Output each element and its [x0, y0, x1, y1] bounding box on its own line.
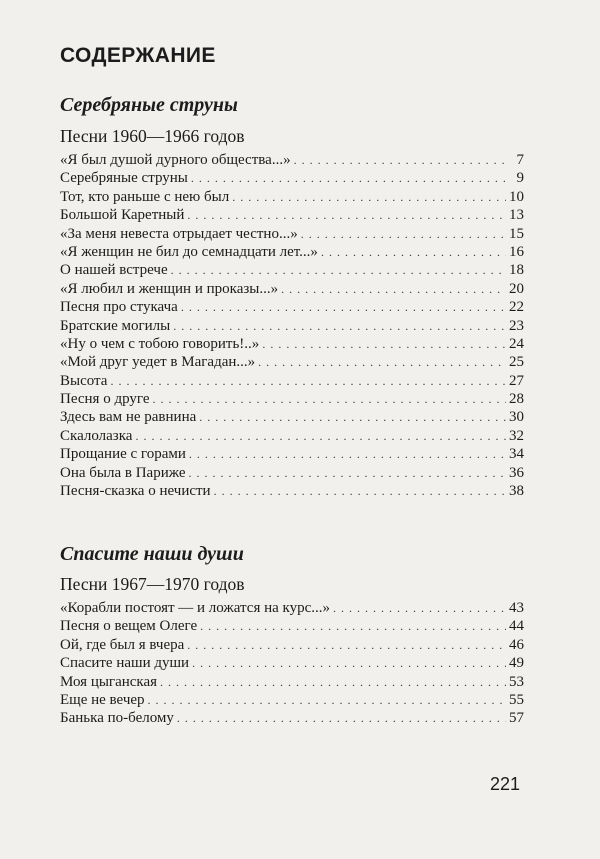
- toc-entry: [60, 482, 524, 500]
- toc-dot-leader: [301, 225, 506, 243]
- page-title: СОДЕРЖАНИЕ: [60, 44, 216, 67]
- toc-dot-leader: [135, 427, 506, 445]
- toc-dot-leader: [281, 280, 506, 298]
- toc-entry-page: 20: [509, 280, 524, 297]
- toc-entry-page: 16: [509, 243, 524, 260]
- toc-entry: [60, 464, 524, 482]
- toc-entry-page: 44: [509, 618, 524, 635]
- toc-entry-page: 55: [509, 691, 524, 708]
- toc-entry: [60, 206, 524, 224]
- toc-entry: [60, 408, 524, 426]
- toc-dot-leader: [258, 353, 506, 371]
- toc-dot-leader: [177, 709, 506, 727]
- toc-list-2: [60, 599, 524, 728]
- toc-entry-page: 7: [516, 152, 524, 168]
- toc-entry: [60, 599, 524, 617]
- toc-dot-leader: [187, 636, 506, 654]
- toc-entry-page: 49: [509, 655, 524, 672]
- toc-entry-page: 28: [509, 391, 524, 408]
- toc-entry-title: «Я женщин не бил до семнадцати лет...»: [60, 243, 318, 260]
- toc-entry-title: Песня про стукача: [60, 299, 178, 316]
- toc-dot-leader: [187, 206, 506, 224]
- toc-entry-page: 46: [509, 636, 524, 653]
- toc-dot-leader: [189, 445, 506, 463]
- section-title-1: Серебряные струны: [60, 94, 238, 116]
- toc-entry-title: Песня о вещем Олеге: [60, 618, 198, 635]
- toc-entry-page: 24: [509, 335, 524, 352]
- toc-dot-leader: [214, 482, 506, 500]
- toc-entry-page: 15: [509, 225, 524, 242]
- toc-dot-leader: [160, 673, 506, 691]
- toc-entry: [60, 188, 524, 206]
- toc-entry-title: Высота: [60, 372, 108, 389]
- toc-entry-title: Тот, кто раньше с нею был: [60, 188, 230, 205]
- toc-dot-leader: [189, 464, 506, 482]
- toc-entry: [60, 353, 524, 371]
- toc-entry: [60, 225, 524, 243]
- toc-entry: [60, 151, 524, 169]
- section-title-2: Спасите наши души: [60, 543, 244, 565]
- toc-entry-title: Скалолазка: [60, 427, 133, 444]
- toc-entry-title: «Мой друг уедет в Магадан...»: [60, 354, 256, 371]
- toc-dot-leader: [191, 169, 507, 187]
- toc-entry: [60, 372, 524, 390]
- toc-entry: [60, 427, 524, 445]
- toc-dot-leader: [333, 599, 506, 617]
- page-number: 221: [490, 774, 521, 794]
- toc-entry: [60, 654, 524, 672]
- toc-entry-title: Братские могилы: [60, 317, 171, 334]
- toc-entry-title: Спасите наши души: [60, 655, 190, 672]
- toc-list-1: [60, 151, 524, 500]
- toc-entry-title: «Ну о чем с тобою говорить!..»: [60, 335, 260, 352]
- toc-entry-title: Банька по-белому: [60, 710, 174, 727]
- toc-entry-title: Здесь вам не равнина: [60, 409, 197, 426]
- toc-dot-leader: [171, 261, 506, 279]
- toc-entry: [60, 335, 524, 353]
- toc-entry-page: 10: [509, 188, 524, 205]
- toc-entry: [60, 673, 524, 691]
- toc-entry-title: Песня-сказка о нечисти: [60, 483, 211, 500]
- toc-entry-page: 30: [509, 409, 524, 426]
- toc-dot-leader: [321, 243, 506, 261]
- toc-entry: [60, 636, 524, 654]
- toc-entry-page: 9: [516, 170, 524, 187]
- toc-entry-title: Прощание с горами: [60, 446, 186, 463]
- toc-entry-title: «Я любил и женщин и проказы...»: [60, 280, 279, 297]
- toc-dot-leader: [294, 151, 507, 169]
- toc-entry-page: 57: [509, 710, 524, 727]
- toc-dot-leader: [148, 691, 506, 709]
- toc-entry-title: Она была в Париже: [60, 464, 186, 481]
- toc-dot-leader: [192, 654, 506, 672]
- toc-entry-page: 18: [509, 262, 524, 279]
- toc-dot-leader: [181, 298, 506, 316]
- toc-entry-title: Серебряные струны: [60, 170, 188, 187]
- toc-entry: [60, 709, 524, 727]
- toc-entry-page: 32: [509, 427, 524, 444]
- toc-entry-page: 38: [509, 483, 524, 500]
- toc-dot-leader: [173, 317, 506, 335]
- toc-entry: [60, 169, 524, 187]
- toc-entry-title: «Корабли постоят — и ложатся на курс...»: [60, 600, 331, 616]
- toc-entry-page: 27: [509, 372, 524, 389]
- toc-entry-page: 22: [509, 299, 524, 316]
- toc-entry-page: 43: [509, 600, 524, 616]
- toc-dot-leader: [199, 408, 506, 426]
- toc-entry-title: «За меня невеста отрыдает честно...»: [60, 225, 298, 242]
- section-subtitle-2: Песни 1967—1970 годов: [60, 574, 245, 594]
- toc-dot-leader: [153, 390, 507, 408]
- section-subtitle-1: Песни 1960—1966 годов: [60, 126, 245, 146]
- toc-entry-title: Ой, где был я вчера: [60, 636, 185, 653]
- toc-entry: [60, 390, 524, 408]
- toc-entry: [60, 317, 524, 335]
- toc-entry: [60, 298, 524, 316]
- toc-entry-title: «Я был душой дурного общества...»: [60, 152, 291, 168]
- toc-dot-leader: [262, 335, 506, 353]
- toc-entry-page: 53: [509, 673, 524, 690]
- toc-entry-page: 36: [509, 464, 524, 481]
- toc-entry-page: 25: [509, 354, 524, 371]
- toc-entry: [60, 445, 524, 463]
- toc-entry: [60, 261, 524, 279]
- toc-entry-page: 34: [509, 446, 524, 463]
- toc-entry: [60, 617, 524, 635]
- toc-entry: [60, 691, 524, 709]
- toc-entry-page: 23: [509, 317, 524, 334]
- toc-entry: [60, 243, 524, 261]
- toc-entry-title: Еще не вечер: [60, 691, 145, 708]
- toc-entry-title: Песня о друге: [60, 391, 150, 408]
- toc-entry-page: 13: [509, 207, 524, 224]
- toc-entry-title: О нашей встрече: [60, 262, 168, 279]
- toc-dot-leader: [110, 372, 506, 390]
- toc-entry-title: Большой Каретный: [60, 207, 185, 224]
- toc-dot-leader: [232, 188, 506, 206]
- toc-dot-leader: [200, 617, 506, 635]
- toc-entry-title: Моя цыганская: [60, 673, 158, 690]
- toc-entry: [60, 280, 524, 298]
